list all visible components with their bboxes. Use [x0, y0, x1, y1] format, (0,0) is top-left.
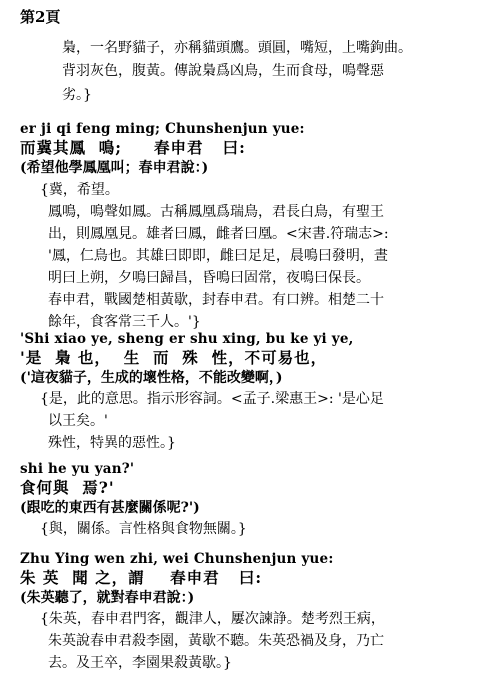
- note-line: 殊性，特異的惡性。}: [48, 435, 176, 451]
- note-line: 明曰上朔，夕鳴曰歸昌，昏鳴曰固常，夜鳴曰保長。: [48, 270, 370, 286]
- page-label: 第2頁: [20, 8, 61, 26]
- note-line: 以王矣。': [48, 413, 108, 429]
- pinyin-line: shi he yu yan?': [20, 461, 135, 477]
- note-line: {冀，希望。: [40, 182, 119, 198]
- note-line: 出，則鳳凰見。雄者曰鳳，雌者曰凰。<宋書.符瑞志>:: [48, 226, 389, 242]
- note-line: {與，關係。言性格與食物無關。}: [40, 521, 247, 537]
- translation-line: (朱英聽了，就對春申君說：): [20, 590, 195, 606]
- note-line: 鳳鳴，鳴聲如鳳。古稱鳳凰爲瑞鳥，君長白鳥，有聖王: [48, 204, 384, 220]
- note-line: {朱英，春申君門客，觀津人，屢次諫諍。楚考烈王病，: [40, 611, 385, 627]
- classical-line: 而冀其鳳 鳴; 春申君 曰:: [20, 138, 246, 157]
- classical-line: '是 梟 也， 生 而 殊 性，不可易也，: [20, 348, 328, 367]
- classical-line: 食何與 焉?': [20, 478, 115, 497]
- classical-line: 朱 英 聞 之，謂 春申君 曰:: [20, 568, 263, 587]
- note-line: 餘年，食客常三千人。'}: [48, 314, 201, 330]
- note-line: '鳳，仁鳥也。其雄曰即即，雌曰足足，晨鳴曰發明，晝: [48, 248, 388, 264]
- note-line: {是，此的意思。指示形容詞。<孟子.梁惠王>: '是心足: [40, 391, 384, 407]
- intro-note-line: 背羽灰色，腹黃。傳說梟爲凶鳥，生而食母，鳴聲惡: [62, 63, 384, 79]
- intro-note-line: 劣。}: [62, 87, 92, 103]
- pinyin-line: er ji qi feng ming; Chunshenjun yue:: [20, 121, 305, 137]
- note-line: 朱英說春申君殺李園，黃歇不聽。朱英恐禍及身，乃亡: [48, 633, 384, 649]
- pinyin-line: Zhu Ying wen zhi, wei Chunshenjun yue:: [20, 551, 334, 567]
- pinyin-line: 'Shi xiao ye, sheng er shu xing, bu ke yi ye,: [20, 331, 354, 347]
- translation-line: (跟吃的東西有甚麼關係呢?'): [20, 500, 200, 516]
- note-line: 春申君，戰國楚相黃歇，封春申君。有口辨。相楚二十: [48, 292, 384, 308]
- intro-note-line: 梟，一名野貓子，亦稱貓頭鷹。頭圓，嘴短，上嘴鉤曲。: [62, 40, 412, 56]
- translation-line: (希望他學鳳凰叫；春申君說：): [20, 160, 209, 176]
- translation-line: ('這夜貓子，生成的壞性格，不能改變啊，): [20, 370, 283, 386]
- note-line: 去。及王卒，李園果殺黃歇。}: [48, 655, 232, 671]
